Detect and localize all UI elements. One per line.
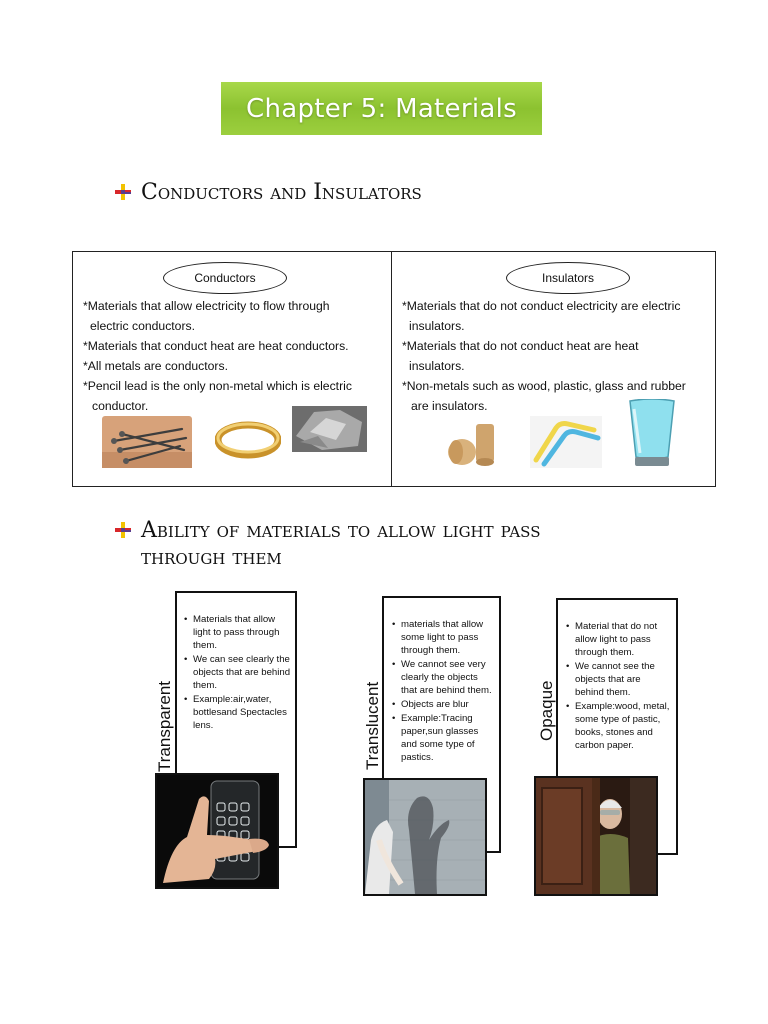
transparent-bullets — [183, 613, 291, 732]
transparent-photo — [155, 773, 279, 889]
translucent-label: Translucent — [363, 681, 382, 770]
glass-cup-image — [626, 399, 678, 469]
nails-image — [102, 416, 192, 468]
text-line: *Materials that allow electricity to flow through — [83, 299, 330, 313]
list-item: • We can see clearly the objects that are behind them. — [183, 653, 291, 692]
text-line: *Materials that do not conduct heat are heat — [402, 339, 639, 353]
list-item: • Materials that allow light to pass through them. — [183, 613, 291, 652]
insulators-text — [402, 296, 710, 416]
opaque-photo — [534, 776, 658, 896]
insulators-column — [392, 252, 716, 486]
text-line: conductor. — [92, 399, 149, 413]
bullet-icon — [114, 183, 132, 201]
text-line: *Materials that conduct heat are heat conductors. — [83, 339, 349, 353]
cork-image — [446, 422, 498, 468]
conductors-text — [83, 296, 385, 416]
section-heading-text — [141, 517, 540, 571]
conductors-column — [73, 252, 391, 486]
list-item: • Example:Tracing paper,sun glasses and some type of pastics. — [391, 712, 495, 764]
list-item: • materials that allow some light to pass through them. — [391, 618, 495, 657]
text-line: electric conductors. — [90, 319, 195, 333]
text-line: *Materials that do not conduct electricity are electric — [402, 299, 681, 313]
list-item: • Example:wood, metal, some type of pastic, books, stones and carbon paper. — [565, 700, 672, 752]
text-line: are insulators. — [411, 399, 488, 413]
section-heading-conductors — [114, 179, 422, 206]
metal-foil-image — [292, 406, 367, 452]
text-line: *Non-metals such as wood, plastic, glass and rubber — [402, 379, 686, 393]
plastic-straws-image — [530, 416, 602, 468]
text-line: *All metals are conductors. — [83, 359, 228, 373]
insulators-label: Insulators — [506, 262, 630, 294]
list-item: • Objects are blur — [391, 698, 495, 711]
text-line: *Pencil lead is the only non-metal which is electric — [83, 379, 352, 393]
opaque-label: Opaque — [537, 680, 556, 741]
text-line: insulators. — [409, 359, 465, 373]
heading-line-2: through them — [141, 545, 282, 570]
bullet-icon — [114, 521, 132, 539]
text-line: insulators. — [409, 319, 465, 333]
chapter-title: Chapter 5: Materials — [246, 93, 517, 124]
transparent-label: Transparent — [155, 680, 174, 772]
translucent-photo — [363, 778, 487, 896]
translucent-bullets — [391, 618, 495, 764]
section-heading-light — [114, 517, 540, 571]
opaque-bullets — [565, 620, 672, 752]
list-item: • We cannot see very clearly the objects that are behind them. — [391, 658, 495, 697]
heading-line-1: Ability of materials to allow light pass — [141, 518, 541, 543]
list-item: • Material that do not allow light to pass through them. — [565, 620, 672, 659]
chapter-title-banner — [221, 82, 542, 135]
conductors-insulators-table — [72, 251, 716, 487]
list-item: • We cannot see the objects that are behind them. — [565, 660, 672, 699]
gold-ring-image — [215, 420, 281, 460]
section-heading-text: Conductors and Insulators — [141, 180, 422, 205]
conductors-label: Conductors — [163, 262, 287, 294]
list-item: • Example:air,water, bottlesand Spectacles lens. — [183, 693, 291, 732]
